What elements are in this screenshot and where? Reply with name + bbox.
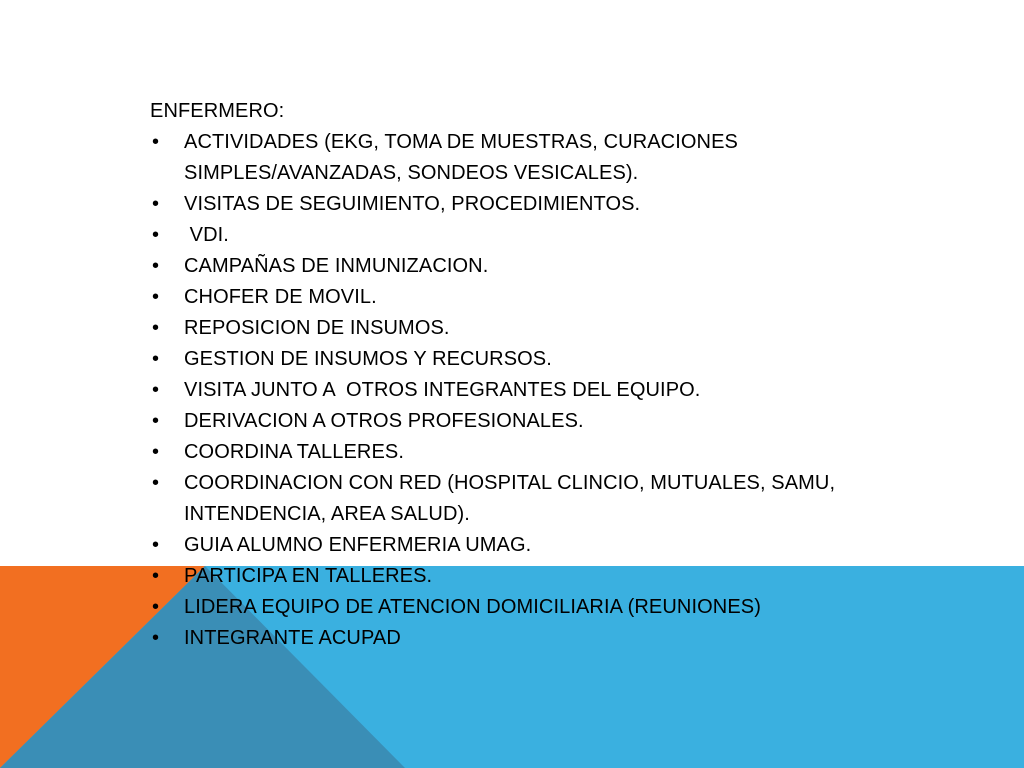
slide-heading: ENFERMERO: — [150, 100, 285, 122]
bullet-icon: • — [152, 131, 160, 153]
bullet-icon: • — [152, 410, 160, 432]
bullet-icon: • — [152, 596, 160, 618]
bullet-icon: • — [152, 534, 160, 556]
bullet-item — [150, 530, 940, 561]
bullet-item — [150, 406, 940, 437]
bullet-icon: • — [152, 379, 160, 401]
bullet-list — [150, 127, 940, 654]
bullet-text: CAMPAÑAS DE INMUNIZACION. — [184, 255, 489, 277]
bullet-text: LIDERA EQUIPO DE ATENCION DOMICILIARIA (REUNIONES) — [184, 596, 761, 618]
bullet-text: VISITA JUNTO A OTROS INTEGRANTES DEL EQUIPO. — [184, 379, 701, 401]
bullet-icon: • — [152, 565, 160, 587]
bullet-text: COORDINACION CON RED (HOSPITAL CLINCIO, MUTUALES, SAMU, INTENDENCIA, AREA SALUD). — [184, 472, 841, 525]
bullet-icon: • — [152, 348, 160, 370]
bullet-item — [150, 282, 940, 313]
bullet-icon: • — [152, 317, 160, 339]
bullet-text: VDI. — [184, 224, 229, 246]
slide-content — [150, 96, 940, 654]
bullet-item — [150, 220, 940, 251]
bullet-item — [150, 623, 940, 654]
bullet-icon: • — [152, 441, 160, 463]
bullet-text: ACTIVIDADES (EKG, TOMA DE MUESTRAS, CURACIONES SIMPLES/AVANZADAS, SONDEOS VESICALES). — [184, 131, 744, 184]
bullet-item — [150, 344, 940, 375]
bullet-item — [150, 251, 940, 282]
bullet-item — [150, 468, 940, 530]
bullet-item — [150, 127, 940, 189]
bullet-icon: • — [152, 193, 160, 215]
bullet-text: COORDINA TALLERES. — [184, 441, 405, 463]
bullet-icon: • — [152, 627, 160, 649]
bullet-icon: • — [152, 286, 160, 308]
bullet-item — [150, 561, 940, 592]
bullet-text: GESTION DE INSUMOS Y RECURSOS. — [184, 348, 552, 370]
bullet-text: REPOSICION DE INSUMOS. — [184, 317, 450, 339]
bullet-text: CHOFER DE MOVIL. — [184, 286, 377, 308]
bullet-item — [150, 592, 940, 623]
bullet-item — [150, 375, 940, 406]
bullet-icon: • — [152, 472, 160, 494]
bullet-item — [150, 313, 940, 344]
bullet-item — [150, 437, 940, 468]
bullet-text: PARTICIPA EN TALLERES. — [184, 565, 433, 587]
bullet-text: INTEGRANTE ACUPAD — [184, 627, 401, 649]
bullet-item — [150, 189, 940, 220]
bullet-text: GUIA ALUMNO ENFERMERIA UMAG. — [184, 534, 532, 556]
bullet-text: DERIVACION A OTROS PROFESIONALES. — [184, 410, 584, 432]
bullet-icon: • — [152, 255, 160, 277]
bullet-text: VISITAS DE SEGUIMIENTO, PROCEDIMIENTOS. — [184, 193, 641, 215]
bullet-icon: • — [152, 224, 160, 246]
